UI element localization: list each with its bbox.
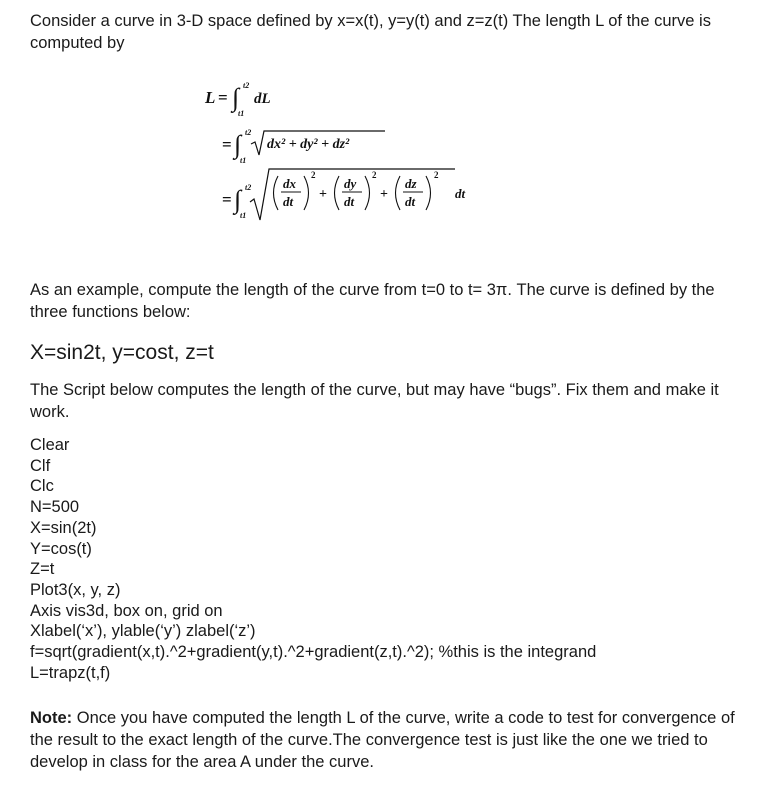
code-line: Clear [30, 436, 70, 454]
formula-L: L [205, 88, 216, 107]
frac-dz-den: dt [405, 194, 416, 209]
lower-limit-3: t1 [240, 211, 247, 220]
integral-sign-3: ∫ [234, 185, 242, 214]
upper-limit-2: t2 [245, 128, 252, 137]
paren-open-dz [396, 176, 401, 210]
paren-open-dy [335, 176, 340, 210]
code-line: X=sin(2t) [30, 518, 97, 537]
paren-close-dz [426, 176, 431, 210]
exp-dy: 2 [372, 170, 377, 180]
code-line: Axis vis3d, box on, grid on [30, 601, 223, 620]
example-paragraph: As an example, compute the length of the curve from t=0 to t= 3π. The curve is defined by the three functions below: [30, 281, 715, 321]
code-line: Y=cos(t) [30, 539, 92, 558]
code-line: Clf [30, 456, 51, 475]
upper-limit-3: t2 [245, 183, 252, 192]
code-line: L=trapz(t,f) [30, 663, 111, 682]
frac-dz-num: dz [405, 176, 417, 191]
code-line: Xlabel(‘x’), ylable(‘y’) zlabel(‘z’) [30, 622, 256, 641]
integral-sign-1: ∫ [232, 83, 240, 112]
formula-eq-2: = [222, 135, 232, 154]
matlab-script [30, 435, 750, 683]
integral-sign-2: ∫ [234, 130, 242, 159]
paren-close-dx [304, 176, 309, 210]
curve-functions: X=sin2t, y=cost, z=t [30, 341, 214, 364]
exp-dx: 2 [311, 170, 316, 180]
note-paragraph [30, 707, 742, 773]
formula-eq-3: = [222, 190, 232, 209]
dL-term: dL [254, 91, 271, 107]
plus-2: + [380, 187, 388, 202]
intro-paragraph: Consider a curve in 3-D space defined by x=x(t), y=y(t) and z=z(t) The length L of the curve is computed by [30, 12, 711, 52]
paren-close-dy [365, 176, 370, 210]
arc-length-formula [205, 80, 505, 240]
code-line: Plot3(x, y, z) [30, 580, 121, 599]
frac-dx-num: dx [283, 176, 296, 191]
lower-limit-2: t1 [240, 156, 247, 165]
code-line: Clc [30, 477, 54, 496]
exp-dz: 2 [434, 170, 439, 180]
trailing-dt: dt [455, 186, 466, 201]
lower-limit-1: t1 [238, 109, 245, 118]
frac-dy-num: dy [344, 176, 357, 191]
frac-dy-den: dt [344, 194, 355, 209]
script-instruction: The Script below computes the length of the curve, but may have “bugs”. Fix them and make it work. [30, 381, 719, 421]
radicand: dx² + dy² + dz² [267, 137, 350, 152]
note-label: Note: [30, 709, 73, 727]
formula-eq-1: = [218, 88, 228, 107]
code-line: f=sqrt(gradient(x,t).^2+gradient(y,t).^2+gradient(z,t).^2); %this is the integrand [30, 643, 597, 662]
code-line: N=500 [30, 498, 80, 517]
note-text: Once you have computed the length L of the curve, write a code to test for convergence of the result to the exact length of the curve.The convergence test is just like the one we tried to develop in class for the area A under the curve. [30, 709, 735, 771]
frac-dx-den: dt [283, 194, 294, 209]
paren-open-dx [274, 176, 279, 210]
code-line: Z=t [30, 560, 55, 579]
plus-1: + [319, 187, 327, 202]
upper-limit-1: t2 [243, 81, 250, 90]
